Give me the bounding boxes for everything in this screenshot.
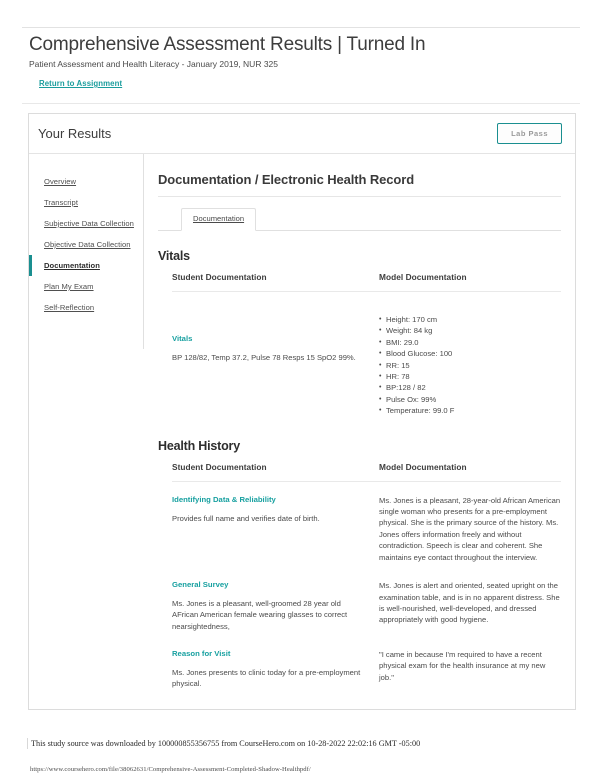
student-documentation-text: BP 128/82, Temp 37.2, Pulse 78 Resps 15 SpO2 99%. — [172, 353, 356, 362]
student-documentation-text: Ms. Jones is a pleasant, well-groomed 28 year old AFrican American female wearing glasses to correct nearsightedness, — [172, 599, 348, 631]
student-documentation-cell — [172, 314, 379, 363]
sidebar-item-subjective-data-collection[interactable]: Subjective Data Collection — [44, 219, 134, 228]
header-divider — [22, 103, 580, 104]
section-title-health-history: Health History — [158, 438, 240, 453]
results-card-body — [29, 154, 575, 709]
list-item: • BMI: 29.0 — [379, 337, 561, 348]
tab-bar — [158, 206, 561, 231]
sidebar-item-objective-data-collection[interactable]: Objective Data Collection — [44, 240, 131, 249]
lab-pass-button[interactable]: Lab Pass — [497, 123, 562, 144]
row-sub-label: General Survey — [172, 580, 229, 590]
results-sidebar — [29, 154, 144, 349]
sidebar-item-overview[interactable]: Overview — [44, 177, 77, 186]
list-item: • RR: 15 — [379, 360, 561, 371]
column-header-model: Model Documentation — [379, 272, 467, 282]
list-item: • Height: 170 cm — [379, 314, 561, 325]
top-divider — [22, 27, 580, 28]
page-subtitle: Patient Assessment and Health Literacy - January 2019, NUR 325 — [29, 59, 278, 69]
list-item: • BP:128 / 82 — [379, 382, 561, 393]
row-sub-label: Identifying Data & Reliability — [172, 494, 276, 504]
table-row — [172, 636, 561, 693]
list-item: • Weight: 84 kg — [379, 325, 561, 336]
tab-documentation[interactable]: Documentation — [181, 208, 256, 231]
content-title: Documentation / Electronic Health Record — [158, 172, 415, 187]
column-header-student: Student Documentation — [172, 461, 267, 472]
column-header-model: Model Documentation — [379, 461, 467, 472]
page-title: Comprehensive Assessment Results | Turned In — [29, 34, 426, 55]
model-documentation-text: Ms. Jones is a pleasant, 28-year-old African American single woman who presents for a pre-employment physical. She is the primary source of the history. Ms. Jones offers information freely and without contradiction. Speech is clear and coherent. She maintains eye contact throughout the interview. — [379, 495, 561, 562]
sidebar-item-documentation[interactable]: Documentation — [29, 255, 143, 276]
return-to-assignment-link[interactable]: Return to Assignment — [39, 79, 123, 88]
column-header-student: Student Documentation — [172, 272, 267, 282]
download-attribution-note: This study source was downloaded by 100000855356755 from CourseHero.com on 10-28-2022 22:02:16 GMT -05:00 — [27, 738, 576, 749]
sidebar-item-transcript[interactable]: Transcript — [44, 198, 78, 207]
results-card — [28, 113, 576, 710]
model-documentation-cell — [379, 580, 561, 626]
model-documentation-cell — [379, 314, 561, 417]
model-documentation-text: Ms. Jones is alert and oriented, seated upright on the examination table, and is in no apparent distress. She is well-nourished, well-developed, and dressed appropriately with good hygiene. — [379, 581, 560, 625]
main-content — [144, 154, 575, 709]
list-item: • Pulse Ox: 99% — [379, 394, 561, 405]
student-documentation-cell — [172, 580, 379, 632]
content-title-divider — [158, 196, 561, 197]
results-title: Your Results — [38, 126, 112, 141]
row-sub-label: Vitals — [172, 334, 193, 343]
sidebar-item-self-reflection[interactable]: Self-Reflection — [44, 303, 95, 312]
student-documentation-cell — [172, 495, 379, 524]
section-vitals-inner — [158, 272, 561, 421]
list-item: • Blood Glucose: 100 — [379, 348, 561, 359]
model-documentation-cell — [379, 649, 561, 683]
table-row — [172, 482, 561, 567]
student-documentation-text: Ms. Jones presents to clinic today for a pre-employment physical. — [172, 667, 361, 688]
student-documentation-text: Provides full name and verifies date of birth. — [172, 513, 320, 523]
section-health-history — [158, 439, 561, 693]
model-documentation-cell — [379, 495, 561, 563]
row-sub-label: Reason for Visit — [172, 648, 231, 658]
table-row — [172, 292, 561, 421]
table-row — [172, 567, 561, 636]
section-vitals — [158, 249, 561, 421]
results-card-header — [29, 114, 575, 154]
list-item: • HR: 78 — [379, 371, 561, 382]
column-headers-vitals — [172, 272, 561, 292]
section-health-history-inner — [158, 462, 561, 693]
page-header — [29, 34, 576, 91]
section-title-vitals: Vitals — [158, 249, 190, 263]
list-item: • Temperature: 99.0 F — [379, 405, 561, 416]
source-url: https://www.coursehero.com/file/38062631/Comprehensive-Assessment-Completed-Shadow-Healthpdf/ — [30, 766, 311, 773]
sidebar-item-plan-my-exam[interactable]: Plan My Exam — [44, 282, 94, 291]
column-headers-health-history — [172, 462, 561, 482]
student-documentation-cell — [172, 649, 379, 689]
model-vitals-bullet-list — [379, 314, 561, 417]
model-documentation-text: "I came in because I'm required to have a recent physical exam for the health insurance at my new job." — [379, 649, 546, 682]
